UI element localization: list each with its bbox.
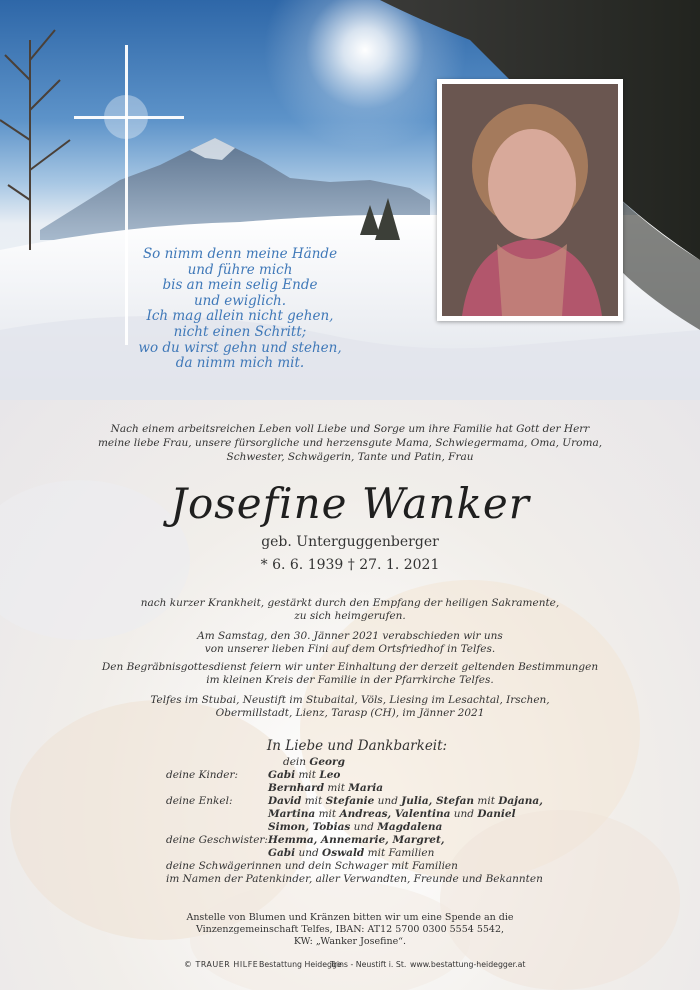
mourner-row-husband bbox=[0, 756, 700, 769]
mourner-name: Bernhard bbox=[268, 782, 325, 794]
verse-poem bbox=[120, 247, 360, 372]
paragraph-farewell bbox=[0, 630, 700, 656]
mourner-row-siblings-2 bbox=[0, 847, 700, 860]
donation-note bbox=[0, 912, 700, 948]
bare-tree bbox=[0, 30, 70, 250]
mourner-row-grandchildren bbox=[0, 795, 700, 808]
mourner-label: deine Enkel: bbox=[166, 795, 233, 807]
mourner-connector: mit Familien bbox=[367, 847, 435, 859]
verse-line: bis an mein selig Ende bbox=[162, 277, 318, 294]
verse-line: So nimm denn meine Hände bbox=[142, 246, 338, 262]
mourner-connector: mit bbox=[318, 808, 337, 820]
mourner-name: Georg bbox=[309, 756, 345, 768]
paragraph-places bbox=[0, 694, 700, 720]
intro-line: Schwester, Schwägerin, Tante und Patin, Frau bbox=[226, 451, 474, 463]
funeral-company: Bestattung Heidegge bbox=[259, 960, 342, 969]
donation-line: Anstelle von Blumen und Kränzen bitten wir um eine Spende an die bbox=[186, 912, 514, 923]
mourner-line: im Namen der Patenkinder, aller Verwandten, Freunde und Bekannten bbox=[166, 873, 543, 885]
mourner-row-godchildren bbox=[0, 873, 700, 886]
mourner-row-children bbox=[0, 769, 700, 782]
paragraph-death bbox=[0, 597, 700, 623]
intro-text bbox=[0, 422, 700, 464]
mourner-row-children-2 bbox=[0, 782, 700, 795]
mourner-row-grandchildren-3 bbox=[0, 821, 700, 834]
intro-line: meine liebe Frau, unsere fürsorgliche und herzensgute Mama, Schwiegermama, Oma, Uroma, bbox=[97, 437, 603, 449]
mourner-name: Dajana, bbox=[498, 795, 543, 807]
mourner-line: deine Schwägerinnen und dein Schwager mit Familien bbox=[166, 860, 458, 872]
mourner-name: Leo bbox=[319, 769, 341, 781]
verse-line: nicht einen Schritt; bbox=[173, 323, 307, 340]
paragraph-line: von unserer lieben Fini auf dem Ortsfriedhof in Telfes. bbox=[204, 643, 496, 655]
footer bbox=[0, 960, 700, 974]
trauerhilfe-logo: © TRAUER HILFE bbox=[184, 960, 259, 969]
mourner-name: Maria bbox=[348, 782, 384, 794]
donation-line: Vinzenzgemeinschaft Telfes, IBAN: AT12 5700 0300 5554 5542, bbox=[195, 924, 505, 935]
mourner-name: David bbox=[268, 795, 302, 807]
website-link[interactable]: www.bestattung-heidegger.at bbox=[410, 960, 526, 969]
verse-line: Ich mag allein nicht gehen, bbox=[146, 308, 334, 325]
portrait-photo-frame bbox=[437, 79, 623, 321]
mourner-label: deine Kinder: bbox=[166, 769, 239, 781]
mourner-prefix: dein bbox=[283, 756, 307, 768]
mourner-name: Andreas, Valentina bbox=[339, 808, 451, 820]
thanks-heading-text: In Liebe und Dankbarkeit: bbox=[266, 738, 448, 754]
mourner-connector: mit bbox=[327, 782, 345, 794]
mourner-row-siblings bbox=[0, 834, 700, 847]
paragraph-line: Telfes im Stubai, Neustift im Stubaital, Völs, Liesing im Lesachtal, Irschen, bbox=[150, 694, 550, 706]
mourner-name: Gabi bbox=[268, 847, 296, 859]
mourner-connector: mit bbox=[304, 795, 323, 807]
mourner-label: deine Geschwister: bbox=[166, 834, 268, 846]
mourner-name: Hemma, Annemarie, Margret, bbox=[268, 834, 445, 846]
paragraph-line: Den Begräbnisgottesdienst feiern wir unter Einhaltung der derzeit geltenden Bestimmungen bbox=[101, 661, 599, 673]
verse-line: wo du wirst gehn und stehen, bbox=[138, 339, 342, 356]
mourner-connector: mit bbox=[298, 769, 316, 781]
mourner-connector: und bbox=[353, 821, 374, 833]
mourner-connector: mit bbox=[477, 795, 495, 807]
intro-line: Nach einem arbeitsreichen Leben voll Liebe und Sorge um ihre Familie hat Gott der Herr bbox=[110, 423, 590, 435]
mourner-name: Oswald bbox=[322, 847, 365, 859]
life-dates: * 6. 6. 1939 † 27. 1. 2021 bbox=[260, 557, 440, 573]
portrait-photo bbox=[442, 84, 618, 316]
mourner-row-inlaws bbox=[0, 860, 700, 873]
mourner-name: Stefanie bbox=[325, 795, 375, 807]
mourner-connector: und bbox=[377, 795, 398, 807]
mourner-name: Martina bbox=[268, 808, 316, 820]
verse-line: und führe mich bbox=[187, 261, 293, 278]
deceased-name: Josefine Wanker bbox=[170, 479, 530, 528]
verse-line: da nimm mich mit. bbox=[175, 355, 305, 372]
verse-line: und ewiglich. bbox=[193, 292, 286, 309]
paragraph-funeral-service bbox=[0, 661, 700, 687]
donation-line: KW: „Wanker Josefine“. bbox=[293, 936, 407, 947]
paragraph-line: Obermillstadt, Lienz, Tarasp (CH), im Jänner 2021 bbox=[215, 707, 485, 719]
header-landscape-image bbox=[0, 0, 700, 400]
mourner-name: Magdalena bbox=[377, 821, 443, 833]
paragraph-line: nach kurzer Krankheit, gestärkt durch den Empfang der heiligen Sakramente, bbox=[140, 597, 560, 609]
paragraph-line: Am Samstag, den 30. Jänner 2021 verabschieden wir uns bbox=[197, 630, 503, 642]
mourner-name: Daniel bbox=[477, 808, 516, 820]
mourner-connector: und bbox=[453, 808, 475, 820]
birth-name: geb. Unterguggenberger bbox=[261, 534, 439, 550]
mourner-row-grandchildren-2 bbox=[0, 808, 700, 821]
mourner-connector: und bbox=[298, 847, 319, 859]
mourner-name: Gabi bbox=[268, 769, 296, 781]
thanks-heading bbox=[0, 737, 700, 755]
funeral-company-location: Trins - Neustift i. St. bbox=[330, 960, 407, 969]
mourner-name: Simon, Tobias bbox=[268, 821, 351, 833]
mourner-name: Julia, Stefan bbox=[401, 795, 475, 807]
paragraph-line: zu sich heimgerufen. bbox=[294, 610, 406, 622]
paragraph-line: im kleinen Kreis der Familie in der Pfarrkirche Telfes. bbox=[206, 674, 494, 686]
